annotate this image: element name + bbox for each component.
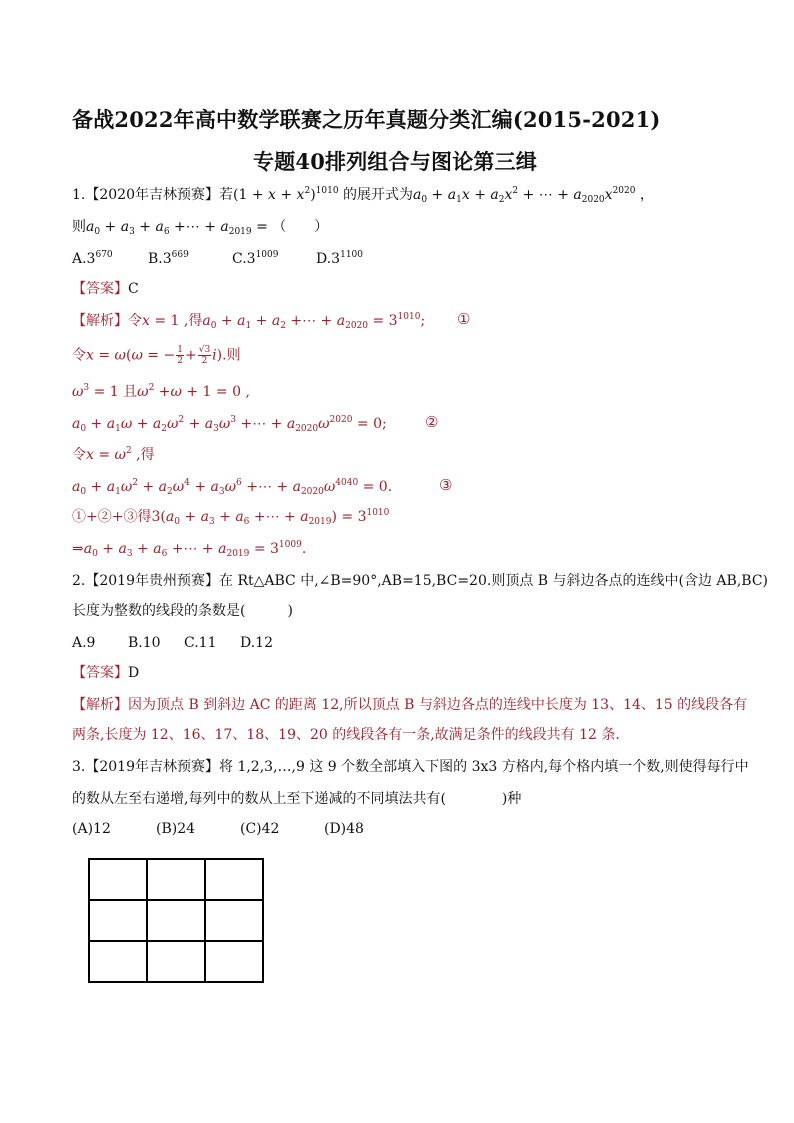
grid-row [89,859,263,900]
q1-answer-tag: 【答案】 [72,281,128,297]
q2-analysis-line1: 【解析】因为顶点 B 到斜边 AC 的距离 12,所以顶点 B 与斜边各点的连线中长度为 13、14、15 的线段各有 [72,697,748,713]
q3-grid-3x3 [88,858,264,983]
q1-line2-pre: 则 [72,219,86,235]
q2-option-d: D.12 [240,635,273,651]
page-title: 备战2022年高中数学联赛之历年真题分类汇编(2015-2021) [72,107,661,132]
q2-number: 2. [72,573,86,589]
grid-cell [89,859,147,900]
q2-analysis-line2: 两条,长度为 12、16、17、18、19、20 的线段各有一条,故满足条件的线段共有 12 条. [72,727,620,743]
q1-solution-step2: 令x = ω(ω = − $\frac{1}{2}$ + $\frac{√3}{2}$ i).则 [72,345,241,366]
q1-tag: 【2020年吉林预赛】 [85,187,219,203]
grid-cell [147,941,205,982]
q2-options [72,634,273,652]
q3-stem [72,758,749,776]
q3-option-b: (B)24 [156,821,196,837]
q3-option-a: (A)12 [72,821,111,837]
q1-stem-post: ， [639,187,654,203]
q2-option-a: A.9 [72,635,96,651]
q2-option-c: C.11 [184,635,217,651]
grid-cell [147,900,205,941]
q2-answer-value: D [128,665,140,681]
grid-cell [205,941,263,982]
q2-answer-tag: 【答案】 [72,665,128,681]
q1-solution-step6: $a_0 + a_1\omega^2 + a_2\omega^4 + a_3\omega^6$ +⋯ + $a_{2020}\omega^{4040} = 0$. [72,478,393,497]
q1-options [72,250,363,268]
q1-option-d: $D.3^{1100}$ [316,250,363,267]
grid-row [89,900,263,941]
page-subtitle: 专题40排列组合与图论第三缉 [253,149,538,174]
q1-stem [72,186,654,204]
grid-cell [147,859,205,900]
q3-tag: 【2019年吉林预赛】 [85,759,219,775]
q1-expr: $(1 + x + x^2)^{1010}$ [233,186,339,203]
q1-solution-step8: $\Rightarrow a_0 + a_3 + a_6$ +⋯ + $a_{2019} = 3^{1009}$. [72,540,307,559]
q3-line1: 将 1,2,3,…,9 这 9 个数全部填入下图的 3x3 方格内,每个格内填一个数,则使得每行中 [219,759,749,775]
q1-mark-2: ② [425,413,439,431]
q3-options [72,820,364,838]
q2-tag: 【2019年贵州预赛】 [85,573,219,589]
q1-solution-step5: 令$x = \omega^2$ ,得 [72,446,155,463]
grid-row [89,941,263,982]
q1-option-b: $B.3^{669}$ [148,250,189,267]
q1-solution-step1: 【解析】令x = 1 ,得$a_0 + a_1 + a_2$ +⋯ + $a_{2020} = 3^{1010}$; [72,312,426,331]
q2-answer [72,664,139,682]
q3-number: 3. [72,759,86,775]
q1-line2-post: （ ） [272,219,329,235]
q1-stem-mid: 的展开式为 [343,187,414,203]
q1-answer-value: C [128,281,139,297]
q2-line2: 长度为整数的线段的条数是( ) [72,603,293,619]
q3-option-d: (D)48 [324,821,364,837]
q3-option-c: (C)42 [240,821,280,837]
grid-cell [89,941,147,982]
grid-cell [205,900,263,941]
q1-option-c: $C.3^{1009}$ [232,250,279,267]
q1-stem-pre: 若 [219,187,233,203]
grid-cell [205,859,263,900]
q1-number: 1. [72,187,86,203]
q1-expansion: $a_0 + a_1x + a_2x^2$ + ⋯ + $a_{2020}x^{2020}$ [413,186,636,205]
q2-option-b: B.10 [128,635,161,651]
q1-mark-1: ① [457,310,471,328]
q1-option-a: $A.3^{670}$ [72,250,113,267]
q1-mark-3: ③ [439,476,453,494]
q1-solution-step7: ①+②+③得$3(a_0 + a_3 + a_6$ +⋯ + $a_{2019}) = 3^{1010}$ [72,508,390,527]
q3-line2: 的数从左至右递增,每列中的数从上至下递减的不同填法共有( )种 [72,791,522,807]
q2-line1: 在 Rt△ABC 中,∠B=90°,AB=15,BC=20.则顶点 B 与斜边各点的连线中(含边 AB,BC) [219,573,768,589]
q1-solution-step3: $\omega^3 = 1$ 且$\omega^2 +\omega + 1 = 0$ , [72,383,250,400]
grid-cell [89,900,147,941]
q1-sum-expr: $a_0 + a_3 + a_6$ +⋯ + $a_{2019}$ = [86,219,268,237]
q2-stem [72,572,768,590]
q1-line2 [72,218,328,236]
q1-solution-step4: $a_0 + a_1\omega + a_2\omega^2 + a_3\omega^3$ +⋯ + $a_{2020}\omega^{2020} = 0$; [72,415,387,434]
q2-analysis-tag: 【解析】 [72,697,128,713]
q1-answer [72,280,139,298]
q1-analysis-tag: 【解析】 [72,313,128,329]
